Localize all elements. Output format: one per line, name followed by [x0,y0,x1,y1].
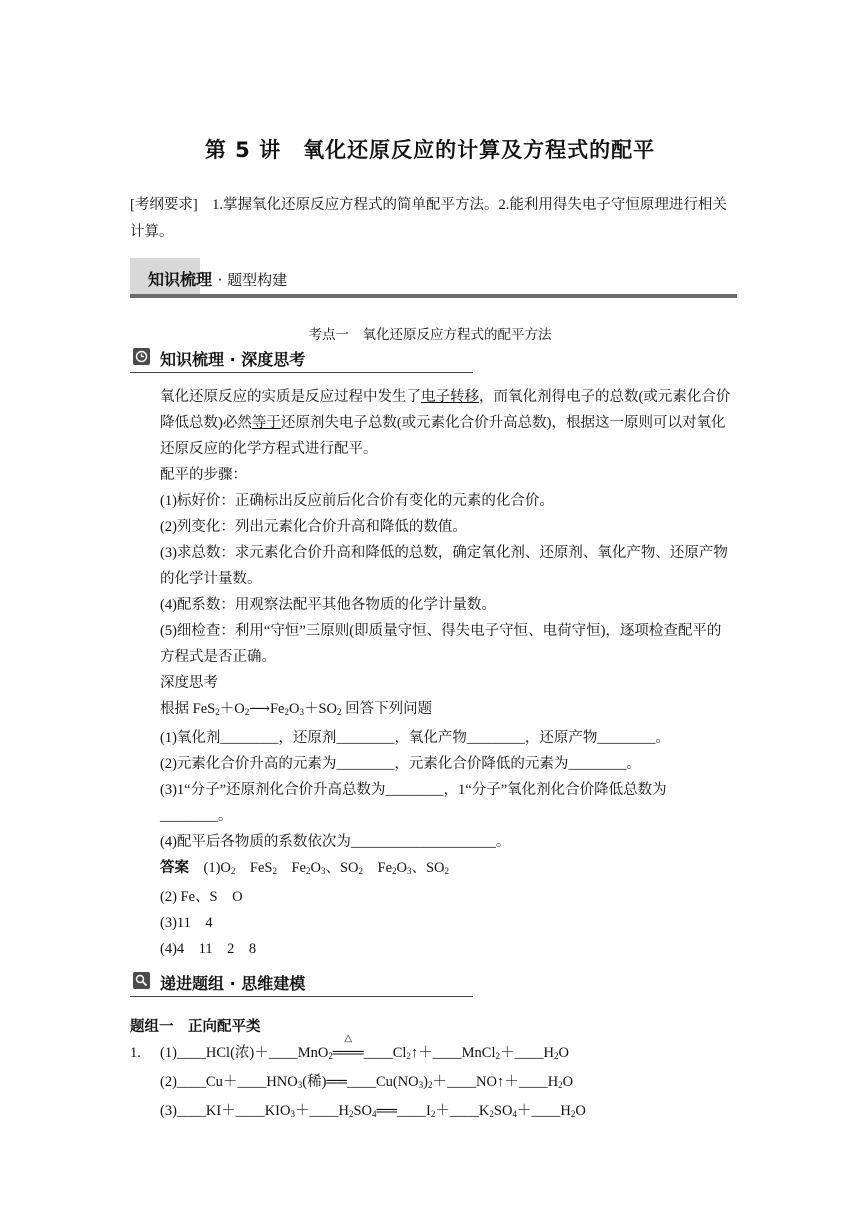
section-progressive: 递进题组 · 思维建模 [130,967,473,997]
answer-1: 答案 $(1)O_2$ FeS$_2$ $Fe_2O_3$、$SO_2$ $Fe_2O_3$、$SO_2$ [160,860,450,876]
intro-paragraph: 氧化还原反应的实质是反应过程中发生了电子转移，而氧化剂得电子的总数(或元素化合价降低总数)必然等于还原剂失电子总数(或元素化合价升高总数)，根据这一原则可以对氧化还原反应的化学方程式进行配平。 [160,389,731,457]
question-4: (4)配平后各物质的系数依次为____________________。 [160,834,511,850]
page-title: 第 5 讲 氧化还原反应的计算及方程式的配平 [204,138,656,162]
step-5: (5)细检查：利用“守恒”三原则(即质量守恒、得失电子守恒、电荷守恒)，逐项检查配平的方程式是否正确。 [160,623,722,665]
question-1: (1)氧化剂________，还原剂________，氧化产物________，还原产物________。 [160,730,670,746]
answer-4: (4)4 11 2 8 [160,941,257,957]
content-body [160,384,734,962]
kaodian-heading: 考点一 氧化还原反应方程式的配平方法 [308,327,552,343]
exercise-block [130,1014,734,1127]
exam-requirements: [考纲要求] 1.掌握氧化还原反应方程式的简单配平方法。2.能利用得失电子守恒原理进行相关计算。 [130,197,727,240]
group-title: 题组一 正向配平类 [130,1019,261,1035]
answer-2: (2) Fe、S O [160,889,243,905]
equation-2: $(2)\_\_\_\_Cu+\_\_\_\_HNO_3$(稀)$══\_\_\_\_Cu(NO_3)_2+\_\_\_\_NO↑+\_\_\_\_H_2O$ [160,1074,574,1090]
clock-icon [133,348,150,365]
step-2: (2)列变化：列出元素化合价升高和降低的数值。 [160,519,467,535]
deep-thinking-title: 深度思考 [160,675,218,691]
step-3: (3)求总数：求元素化合价升高和降低的总数，确定氧化剂、还原剂、氧化产物、还原产物的化学计量数。 [160,545,728,587]
band-rule [130,294,737,298]
equation-3: $(3)\_\_\_\_KI+\_\_\_\_KIO_3+\_\_\_\_H_2SO_4══\_\_\_\_I_2+\_\_\_\_K_2SO_4+\_\_\_\_H_2O$ [160,1103,586,1119]
magnifier-icon [133,972,150,989]
question-3: (3)1“分子”还原剂化合价升高总数为________，1“分子”氧化剂化合价降低总数为________。 [160,782,667,824]
step-4: (4)配系数：用观察法配平其他各物质的化学计量数。 [160,597,496,613]
question-2: (2)元素化合价升高的元素为________，元素化合价降低的元素为________。 [160,756,641,772]
section-band [130,258,737,298]
answer-3: (3)11 4 [160,915,213,931]
equation-1: 1. (1)____HCl(浓)＋____MnO$_2$ △ $═══\_\_\_\_Cl_2↑+\_\_\_\_MnCl_2+\_\_\_\_H_2O$ [130,1033,569,1061]
band-title: 知识梳理 · 题型构建 [148,270,288,289]
question-intro: 根据 $FeS_2+O_2⟶Fe_2O_3+SO_2$ 回答下列问题 [160,701,433,717]
steps-title: 配平的步骤： [160,467,247,483]
step-1: (1)标好价：正确标出反应前后化合价有变化的元素的化合价。 [160,493,554,509]
section-knowledge: 知识梳理 · 深度思考 [130,343,473,373]
